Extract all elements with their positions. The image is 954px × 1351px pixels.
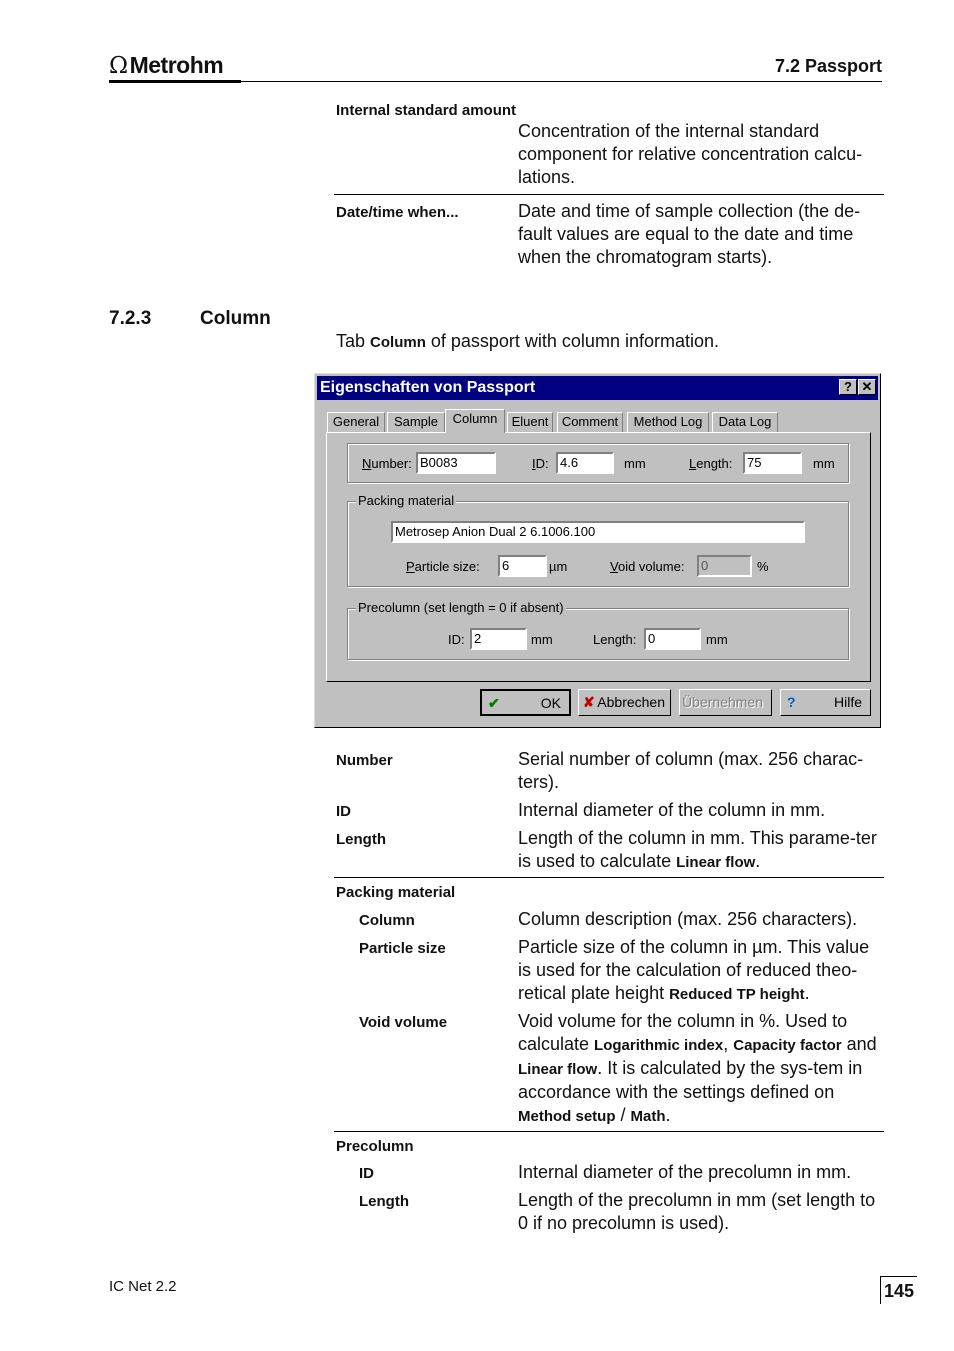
section-number: 7.2.3 (109, 308, 152, 329)
tab-data-log[interactable]: Data Log (712, 412, 778, 432)
footer-product: IC Net 2.2 (109, 1278, 177, 1295)
precolumn-group (347, 600, 849, 660)
term-column: Column (359, 912, 415, 929)
desc-length: Length of the column in mm. This parame-ter is used to calculate Linear flow. (518, 828, 877, 871)
desc-precolumn-length: Length of the precolumn in mm (set length to 0 if no precolumn is used). (518, 1190, 876, 1233)
desc-date-time: Date and time of sample collection (the de-fault values are equal to the date and time when the chromatogram starts). (518, 201, 861, 267)
packing-material-input[interactable]: Metrosep Anion Dual 2 6.1006.100 (391, 521, 805, 543)
term-internal-standard-amount: Internal standard amount (336, 102, 517, 119)
precolumn-length-label: Length: (593, 632, 637, 647)
particle-size-input[interactable]: 6 (498, 555, 547, 577)
help-button[interactable]: ? Hilfe (780, 689, 871, 716)
dialog-title: Eigenschaften von Passport (320, 379, 536, 396)
logo-text: Metrohm (129, 52, 224, 78)
tab-sample[interactable]: Sample (387, 412, 445, 432)
tab-comment[interactable]: Comment (557, 412, 623, 432)
length-input[interactable]: 75 (743, 452, 802, 474)
passport-dialog (314, 373, 881, 728)
void-volume-unit: % (757, 559, 769, 574)
tab-method-log[interactable]: Method Log (627, 412, 709, 432)
particle-size-label: Particle size: (406, 559, 480, 574)
desc-id: Internal diameter of the column in mm. (518, 800, 826, 820)
running-header: 7.2 Passport (774, 56, 882, 76)
term-particle-size: Particle size (359, 940, 446, 957)
precolumn-id-label: ID: (448, 632, 465, 647)
length-unit: mm (813, 456, 835, 471)
term-packing-material: Packing material (336, 884, 456, 901)
metrohm-logo (109, 52, 223, 79)
precolumn-length-input[interactable]: 0 (644, 628, 701, 650)
term-precolumn: Precolumn (336, 1138, 414, 1155)
id-label: ID: (532, 456, 549, 471)
number-label: Number: (362, 456, 412, 471)
column-tab-panel (326, 432, 871, 682)
void-volume-input: 0 (697, 555, 752, 577)
column-basic-group (347, 443, 849, 483)
term-void-volume: Void volume (359, 1014, 448, 1031)
cross-icon: ✘ (583, 694, 595, 710)
divider (334, 1131, 884, 1132)
cancel-button[interactable]: ✘ Abbrechen (578, 689, 671, 716)
number-input[interactable]: B0083 (416, 452, 496, 474)
close-icon[interactable]: ✕ (858, 379, 876, 395)
desc-number: Serial number of column (max. 256 charac-ters). (518, 749, 864, 792)
page-number: 145 (880, 1276, 917, 1304)
precolumn-length-unit: mm (706, 632, 728, 647)
term-number: Number (336, 752, 393, 769)
length-label: Length: (689, 456, 733, 471)
apply-button[interactable]: Übernehmen (679, 689, 772, 716)
precolumn-id-unit: mm (531, 632, 553, 647)
help-question-icon[interactable]: ? (839, 379, 857, 395)
divider (334, 194, 884, 195)
header-rule (109, 81, 882, 82)
id-input[interactable]: 4.6 (556, 452, 614, 474)
id-unit: mm (624, 456, 646, 471)
term-date-time: Date/time when... (336, 204, 459, 221)
desc-particle-size: Particle size of the column in µm. This value is used for the calculation of reduced theo-retical plate height Reduced TP height. (518, 937, 870, 1003)
help-icon: ? (787, 694, 796, 710)
desc-precolumn-id: Internal diameter of the precolumn in mm. (518, 1162, 852, 1182)
term-precolumn-id: ID (359, 1165, 374, 1182)
section-intro: Tab Column of passport with column information. (336, 331, 719, 351)
void-volume-label: Void volume: (610, 559, 685, 574)
term-precolumn-length: Length (359, 1193, 409, 1210)
packing-material-title: Packing material (358, 493, 455, 508)
packing-material-group (347, 493, 849, 587)
desc-column: Column description (max. 256 characters). (518, 909, 858, 929)
tab-eluent[interactable]: Eluent (507, 412, 553, 432)
term-id: ID (336, 803, 351, 820)
desc-internal-standard-amount: Concentration of the internal standard component for relative concentration calcu-lations. (518, 121, 863, 187)
particle-size-unit: µm (549, 559, 568, 574)
check-icon: ✔ (488, 695, 500, 711)
section-title: Column (200, 308, 271, 329)
ok-button[interactable]: ✔ OK (480, 689, 571, 716)
tab-general[interactable]: General (327, 412, 385, 432)
precolumn-id-input[interactable]: 2 (470, 628, 527, 650)
tab-column[interactable]: Column (445, 409, 505, 433)
divider (334, 877, 884, 878)
desc-void-volume: Void volume for the column in %. Used to calculate Logarithmic index, Capacity factor and Linear flow. It is calculated by the sys-tem in accordance with the settings defined on Method setup / Math. (518, 1011, 877, 1125)
precolumn-title: Precolumn (set length = 0 if absent) (358, 600, 564, 615)
dialog-titlebar (317, 376, 878, 400)
term-length: Length (336, 831, 386, 848)
omega-icon: Ω (109, 53, 128, 79)
